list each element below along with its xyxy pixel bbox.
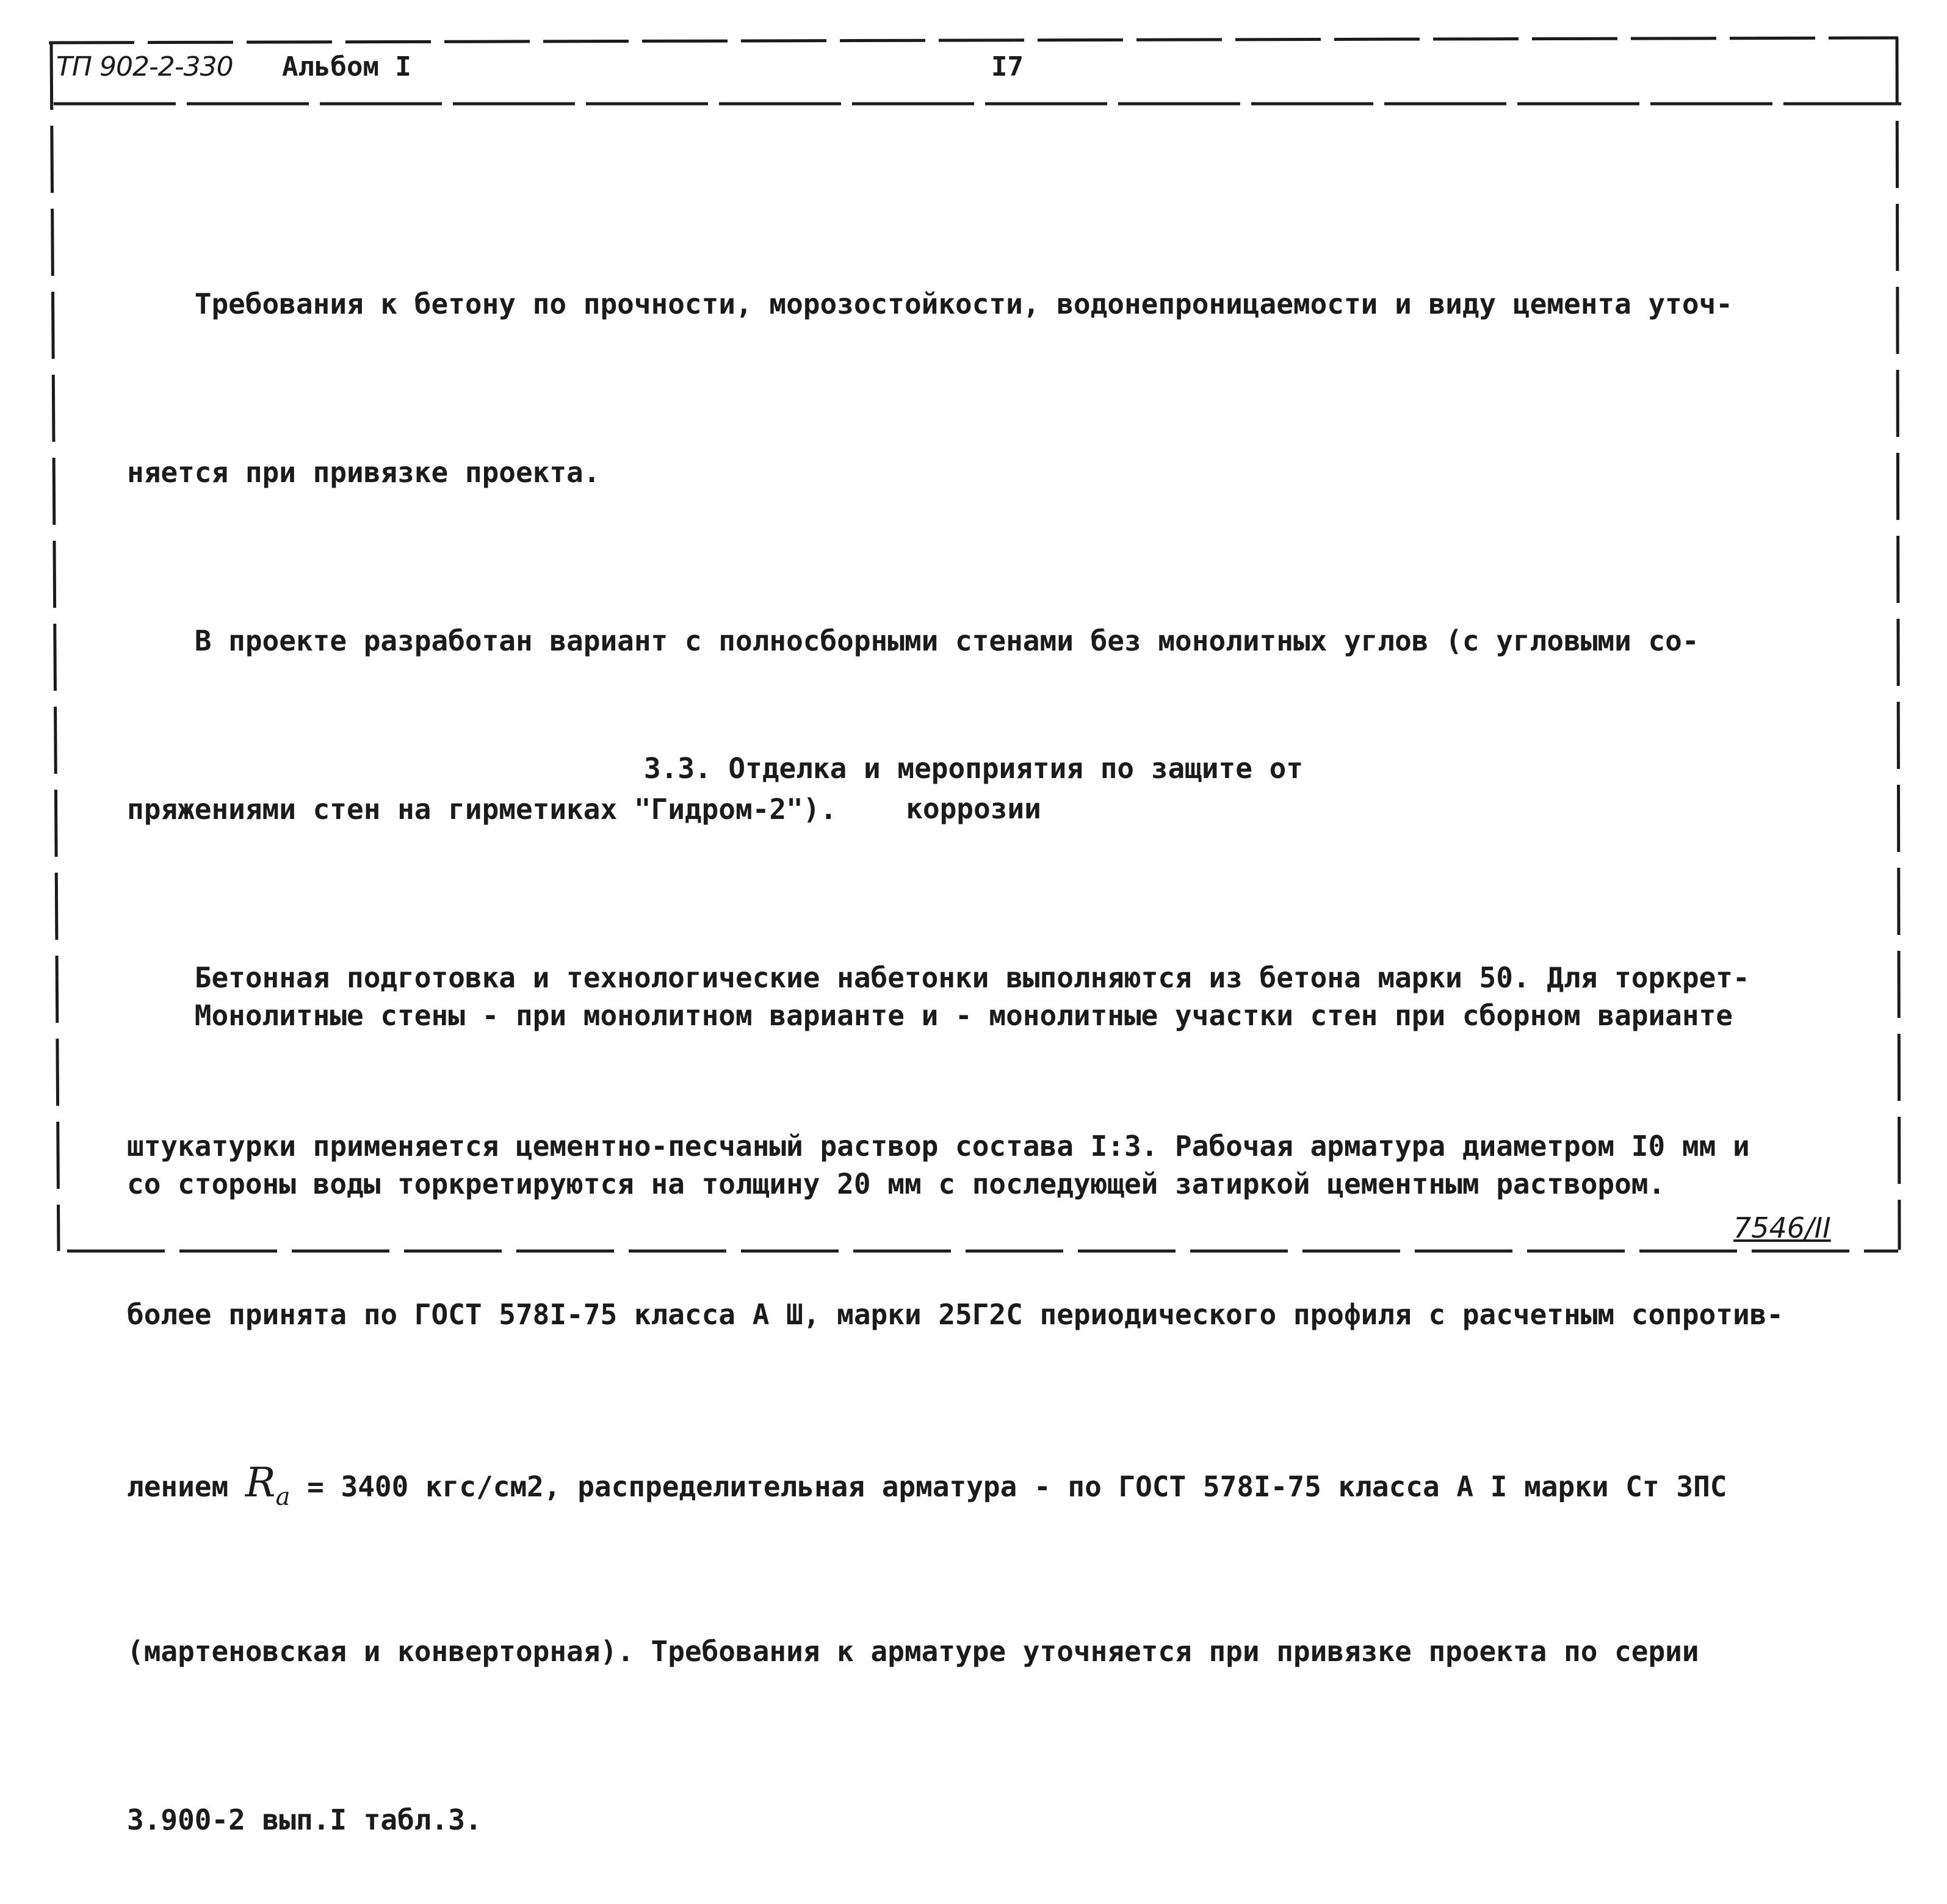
text-line: Бетонная подготовка и технологические набетонки выполняются из бетона марки 50. Для торкрет- bbox=[127, 961, 1750, 994]
text-line: В проекте разработан вариант с полносборными стенами без монолитных углов (с угловыми со- bbox=[127, 624, 1699, 657]
text-line: пряжениями стен на гирметиках "Гидром-2"). bbox=[127, 793, 837, 826]
archive-stamp: 7546/II bbox=[1733, 1211, 1831, 1244]
design-resistance-symbol: $R_a$ bbox=[245, 1459, 291, 1512]
text-line: Монолитные стены - при монолитном варианте и - монолитные участки стен при сборном варианте bbox=[127, 999, 1733, 1032]
album-label: Альбом I bbox=[282, 51, 411, 82]
text-line: (мартеновская и конверторная). Требования к арматуре уточняется при привязке проекта по серии bbox=[127, 1635, 1699, 1668]
formula-text-before: лением bbox=[127, 1470, 245, 1503]
text-line: няется при привязке проекта. bbox=[127, 456, 601, 489]
text-line: штукатурки применяется цементно-песчаный раствор состава I:3. Рабочая арматура диаметром I0 мм и bbox=[127, 1130, 1750, 1163]
body-text-section bbox=[127, 875, 1870, 1268]
text-line: более принята по ГОСТ 578I-75 класса А Ш, марки 25Г2С периодического профиля с расчетным сопротив- bbox=[127, 1298, 1784, 1331]
text-line: Требования к бетону по прочности, морозостойкости, водонепроницаемости и виду цемента уточ- bbox=[127, 287, 1733, 320]
page-number: I7 bbox=[991, 51, 1024, 82]
section-heading-line1: 3.3. Отделка и мероприятия по защите от bbox=[643, 752, 1304, 785]
formula-line bbox=[127, 1455, 1870, 1511]
formula-text-after: = 3400 кгс/см2, распределительная арматура - по ГОСТ 578I-75 класса А I марки Ст 3ПС bbox=[290, 1470, 1727, 1503]
section-heading-line2: коррозии bbox=[906, 792, 1041, 825]
document-code: ТП 902-2-330 bbox=[56, 51, 233, 82]
text-line: 3.900-2 вып.I табл.3. bbox=[127, 1803, 482, 1836]
text-line: со стороны воды торкретируются на толщину 20 мм с последующей затиркой цементным раствором. bbox=[127, 1167, 1666, 1200]
